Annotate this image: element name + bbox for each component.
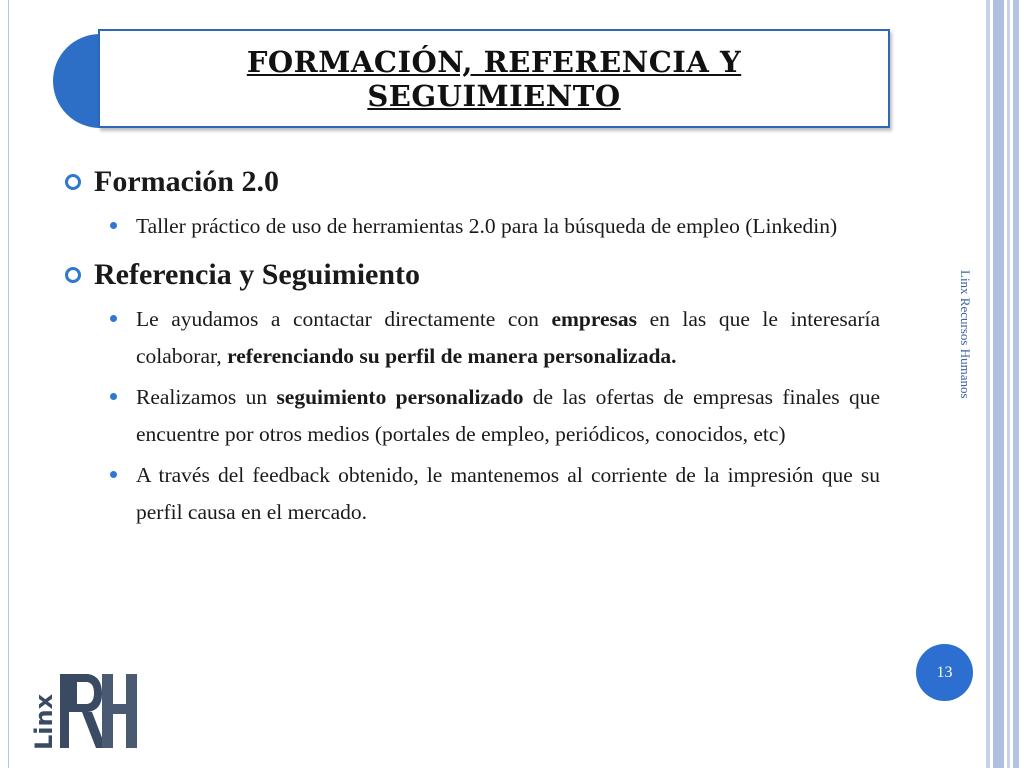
side-caption: Linx Recursos Humanos: [958, 270, 973, 399]
bullet-item: [102, 457, 880, 531]
section-heading-text: Referencia y Seguimiento: [94, 258, 421, 291]
title-box: [98, 29, 890, 128]
section-heading: [62, 160, 880, 204]
slide-content: [62, 160, 880, 531]
page-number-badge: [916, 644, 973, 701]
slide-title: FORMACIÓN, REFERENCIA Y SEGUIMIENTO: [246, 44, 742, 113]
page-number: 13: [936, 663, 953, 681]
dot-bullet-icon: [110, 315, 117, 322]
dot-bullet-icon: [110, 393, 117, 400]
bullet-text: Le ayudamos a contactar directamente con empresas en las que le interesaría colaborar, referenciando su perfil de manera personalizada.: [136, 307, 880, 368]
section-heading: [62, 253, 880, 297]
dot-bullet-icon: [110, 222, 117, 229]
section-heading-text: Formación 2.0: [94, 165, 279, 198]
linx-rh-logo-icon: [30, 664, 140, 754]
ring-bullet-icon: [65, 267, 81, 283]
dot-bullet-icon: [110, 471, 117, 478]
bullet-text: Taller práctico de uso de herramientas 2.0 para la búsqueda de empleo (Linkedin): [136, 214, 838, 238]
bullet-item: [102, 301, 880, 375]
bullet-item: [102, 208, 880, 245]
bullet-item: [102, 379, 880, 453]
bullet-text: A través del feedback obtenido, le mantenemos al corriente de la impresión que su perfil causa en el mercado.: [136, 463, 880, 524]
ring-bullet-icon: [65, 174, 81, 190]
decorative-stripes: [986, 0, 1024, 768]
bullet-text: Realizamos un seguimiento personalizado de las ofertas de empresas finales que encuentre por otros medios (portales de empleo, periódicos, conocidos, etc): [136, 385, 880, 446]
logo-text: Linx: [30, 693, 58, 750]
linx-logo: [30, 664, 140, 754]
